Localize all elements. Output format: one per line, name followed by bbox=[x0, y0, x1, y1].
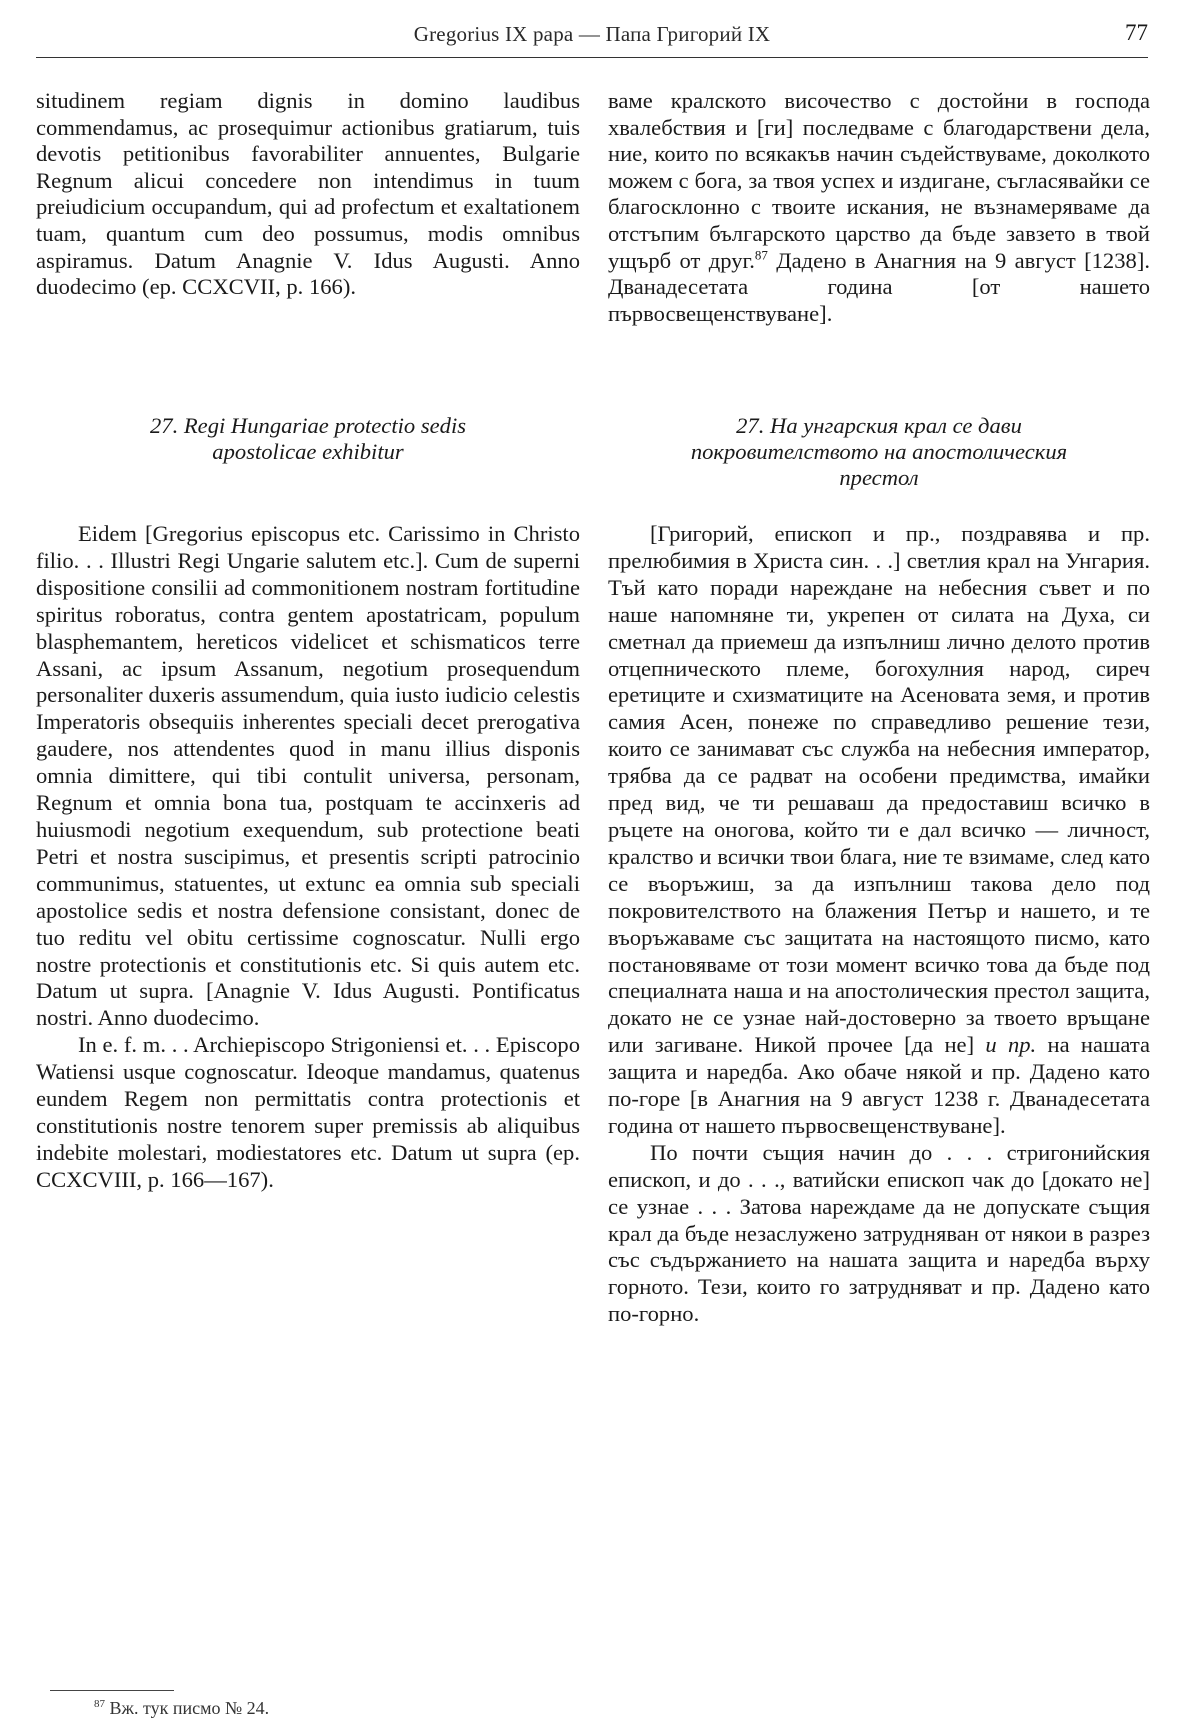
bulgarian-paragraph-1-text-end: на нашата защита и наредба. Ако обаче някой и пр. Дадено като по-горе [в Анагния на 9 август 1238 г. Дванадесетата година от нашето първосвещенствуване]. bbox=[608, 1032, 1150, 1138]
latin-heading-line-1: 27. Regi Hungariae protectio sedis bbox=[149, 413, 467, 438]
latin-continuation bbox=[36, 88, 580, 301]
bulgarian-heading-line-1: 27. На унгарския крал се дави bbox=[736, 413, 1022, 438]
footnote-text: Вж. тук писмо № 24. bbox=[105, 1698, 270, 1718]
bulgarian-paragraph-2: По почти същия начин до . . . стригонийския епископ, и до . . ., ватийски епископ чак до [докато не] се узнае . . . Затова нареждаме да не допускате същия крал да бъде незаслужено затрудняван от някои в разрез със съдържанието на нашата защита и наредба върху горното. Тези, които го затрудняват и пр. Дадено като по-горно. bbox=[608, 1139, 1150, 1327]
latin-paragraph-2: In e. f. m. . . Archiepiscopo Strigoniensi et. . . Episcopo Watiensi usque cognoscatur. Ideoque mandamus, quatenus eundem Regem non permittatis contra protectionis et constitutionis nostre tenorem super premissis ab aliquibus indebite molestari, modiestatores etc. Datum ut supra (ep. CCXCVIII, p. 166—167). bbox=[36, 1032, 580, 1192]
bulgarian-continuation-text-end: Дадено в Анагния на 9 август [1238]. Дванадесетата година [от нашето първосвещенствуване]. bbox=[608, 247, 1150, 326]
bulgarian-section-heading bbox=[608, 413, 1150, 491]
running-header-title: Gregorius IX papa — Папа Григорий IX bbox=[413, 22, 771, 46]
bulgarian-continuation-text: ваме кралското височество с достойни в господа хвалебствия и [ги] последваме с благодарствени дела, ние, които по всякакъв начин съдействуваме, доколкото можем с бога, за твоя успех и издигане, съгласявайки се благосклонно с твоите искания, не възнамеряваме да отстъпим българското царство да бъде завзето в твой ущърб от друг. bbox=[608, 88, 1150, 273]
running-header bbox=[36, 18, 1148, 58]
latin-continuation-paragraph: situdinem regiam dignis in domino laudibus commendamus, ac prosequimur actionibus gratiarum, tuis devotis petitionibus favorabiliter annuentes, Bulgarie Regnum alicui concedere non intendimus in tuum preiudicium occupandum, qui ad profectum et exaltationem tuam, quantum cum deo possumus, modis omnibus aspiramus. Datum Anagnie V. Idus Augusti. Anno duodecimo (ep. CCXCVII, p. 166). bbox=[36, 88, 580, 300]
latin-paragraph-1: Eidem [Gregorius episcopus etc. Carissimo in Christo filio. . . Illustri Regi Ungarie salutem etc.]. Cum de superni dispositione consilii ad commonitionem nostram fortitudine spiritus roboratus, contra gentem apostatricam, populum blasphemantem, hereticos videlicet et schismaticos terre Assani, ac ipsum Assanum, negotium prosequendum personaliter duxeris assumendum, quia iusto iudicio celestis Imperatoris obsequiis inherentes speciali decet prerogativa gaudere, nos attendentes quod in manu illius disponis omnia dimittere, qui tibi contulit universa, personam, Regnum et omnia bona tua, postquam te accinxeris ad huiusmodi negotium exequendum, sub protectione beati Petri et nostra suscipimus, et presentis scripti patrocinio communimus, statuentes, ut extunc ea omnia sub speciali apostolice sedis et nostra defensione consistant, donec de tuo reditu vel obitu certissime cognoscatur. Nulli ergo nostre protectionis et constitutionis etc. Si quis autem etc. Datum ut supra. [Anagnie V. Idus Augusti. Pontificatus nostri. Anno duodecimo. bbox=[36, 521, 580, 1031]
bulgarian-heading-line-3: престол bbox=[839, 465, 919, 490]
latin-heading-line-2: apostolicae exhibitur bbox=[212, 439, 404, 464]
bulgarian-paragraph-1 bbox=[608, 521, 1150, 1140]
footnote-rule bbox=[50, 1690, 174, 1691]
footnote-number: 87 bbox=[94, 1698, 105, 1710]
bulgarian-continuation-paragraph bbox=[608, 88, 1150, 327]
bulgarian-continuation bbox=[608, 88, 1150, 327]
bulgarian-paragraph-1-text: [Григорий, епископ и пр., поздравява и пр. прелюбимия в Христа син. . .] светлия крал на Унгария. Тъй като поради нареждане на небесния съвет и по наше напомняне ти, укрепен от силата на Духа, си сметнал да приемеш да изпълниш лично делото против отцепническото племе, богохулния народ, сиреч еретиците и схизматиците на Асеновата земя, и против самия Асен, понеже по справедливо решение тези, които се занимават със служба на небесния император, трябва да се радват на особени предимства, имайки пред вид, че ти решаваш да предоставиш всичко в ръцете на оногова, който ти е дал всичко — личност, кралство и всички твои блага, ние те взимаме, след като се въоръжиш, за да изпълниш такова дело под покровителството на блажения Петър и нашето, и те въоръжаваме със защитата на настоящото писмо, като постановяваме от този момент всичко това да бъде под специалната наша и на апостолическия престол защита, докато не се узнае най-достоверно за твоето връщане или загиване. Никой прочее [да не] bbox=[608, 521, 1150, 1058]
bulgarian-paragraph-1-italic: и пр. bbox=[985, 1032, 1037, 1058]
bulgarian-heading-line-2: покровителството на апостолическия bbox=[690, 439, 1068, 464]
footnote bbox=[94, 1698, 269, 1719]
header-rule bbox=[36, 57, 1148, 58]
latin-letter-body bbox=[36, 521, 580, 1194]
bulgarian-letter-body bbox=[608, 521, 1150, 1328]
latin-section-heading bbox=[36, 413, 580, 465]
footnote-reference[interactable]: 87 bbox=[754, 247, 768, 263]
page-number: 77 bbox=[1125, 20, 1148, 45]
